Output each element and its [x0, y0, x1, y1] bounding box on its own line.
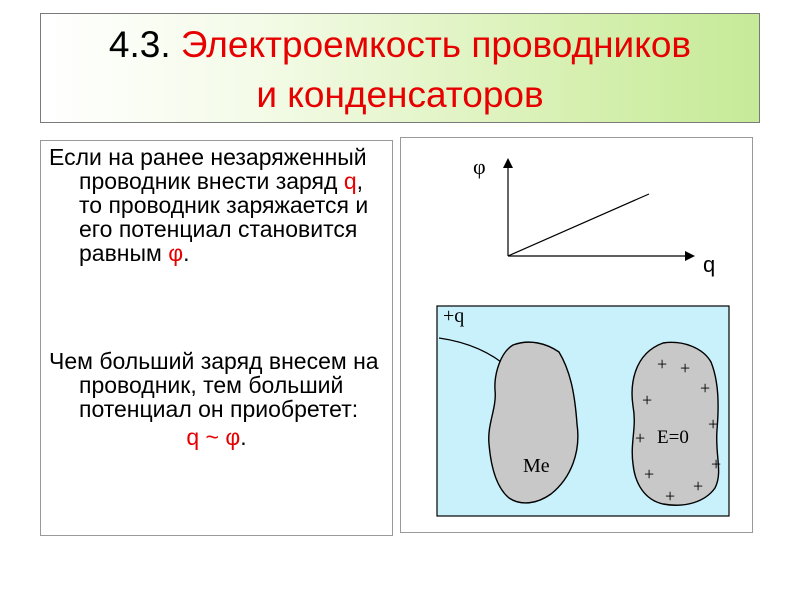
charge-symbol: q	[343, 168, 357, 194]
plus-sign: +	[680, 358, 691, 378]
paragraph-1-part-a: Если на ранее незаряженный проводник внести заряд	[49, 144, 367, 194]
field-label: E=0	[657, 427, 689, 448]
title-banner	[40, 13, 760, 123]
plus-sign: +	[700, 378, 711, 398]
title-line-2	[41, 70, 759, 120]
formula-expression: q ~ φ	[186, 424, 241, 450]
potential-charge-graph	[473, 154, 715, 277]
graph-x-label: q	[703, 252, 716, 277]
plus-sign: +	[635, 428, 646, 448]
plus-sign: +	[708, 414, 719, 434]
paragraph-2: Чем больший заряд внесем на проводник, тем больший потенциал он приобретет:	[49, 348, 379, 422]
charge-label: +q	[443, 305, 465, 327]
text-panel	[40, 140, 393, 536]
graph-y-label: φ	[473, 154, 486, 179]
figure-panel	[400, 137, 753, 533]
graph-line	[508, 194, 649, 256]
plus-sign: +	[642, 390, 653, 410]
paragraph-1-part-b: , то проводник заряжается и его потенциал становится равным	[79, 168, 369, 266]
plus-sign: +	[657, 354, 668, 374]
plus-sign: +	[711, 454, 722, 474]
paragraph-1-end: .	[183, 240, 190, 266]
title-text-1: Электроемкость проводников	[180, 24, 692, 65]
metal-body-left	[489, 342, 578, 503]
title-number: 4.3.	[108, 24, 171, 65]
paragraph-1	[49, 145, 384, 265]
plus-sign: +	[665, 486, 676, 506]
figure-svg	[401, 138, 754, 534]
proportionality-formula	[49, 425, 384, 449]
plus-sign: +	[693, 476, 704, 496]
potential-symbol: φ	[168, 240, 184, 266]
conductors-illustration	[437, 305, 729, 516]
title-text-2: и конденсаторов	[256, 74, 544, 115]
formula-end: .	[240, 424, 247, 450]
title-line-1	[41, 20, 759, 70]
plus-sign: +	[644, 464, 655, 484]
metal-label: Me	[523, 455, 550, 477]
